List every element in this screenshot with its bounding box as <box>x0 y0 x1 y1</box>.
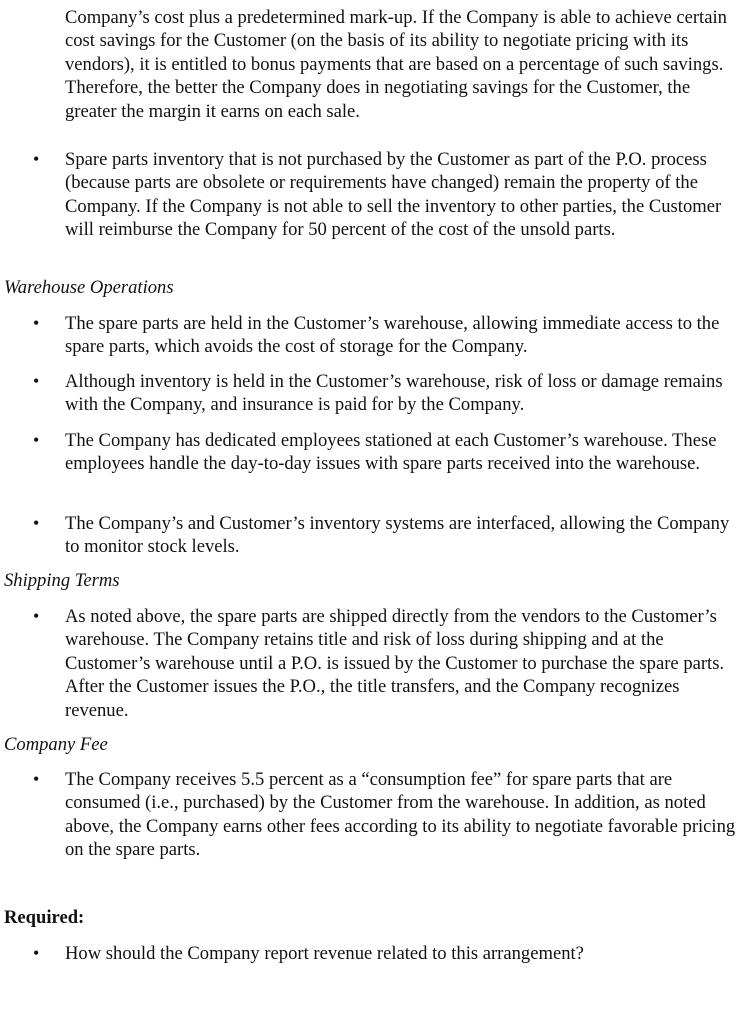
bullet-marker: • <box>33 943 40 963</box>
list-item-text: The spare parts are held in the Customer’s warehouse, allowing immediate access to the spare parts, which avoids the cost of storage for the Company. <box>65 313 720 358</box>
list-item-text: The Company’s and Customer’s inventory systems are interfaced, allowing the Company to monitor stock levels. <box>65 513 730 558</box>
bullet-marker: • <box>33 149 40 169</box>
bullet-marker: • <box>33 606 40 626</box>
list-item-text: As noted above, the spare parts are shipped directly from the vendors to the Customer’s warehouse. The Company retains title and risk of loss during shipping and at the Customer’s warehouse until a P.O. is issued by the Customer to purchase the spare parts. After the Customer issues the P.O., the title transfers, and the Company recognizes revenue. <box>65 606 725 721</box>
list-item-text: The Company has dedicated employees stationed at each Customer’s warehouse. These employees handle the day-to-day issues with spare parts received into the warehouse. <box>65 430 717 475</box>
bullet-marker: • <box>33 430 40 450</box>
bullet-marker: • <box>33 371 40 391</box>
list-item-text: Although inventory is held in the Customer’s warehouse, risk of loss or damage remains with the Company, and insurance is paid for by the Company. <box>65 371 723 416</box>
section-heading-warehouse-operations: Warehouse Operations <box>4 277 174 298</box>
section-heading-company-fee: Company Fee <box>4 734 108 755</box>
section-heading-shipping-terms: Shipping Terms <box>4 570 120 591</box>
list-item-text: The Company receives 5.5 percent as a “consumption fee” for spare parts that are consumed (i.e., purchased) by the Customer from the warehouse. In addition, as noted above, the Company earns other fees according to its ability to negotiate favorable pricing on the spare parts. <box>65 769 736 861</box>
required-label: Required: <box>4 907 85 928</box>
required-question: How should the Company report revenue related to this arrangement? <box>65 943 584 964</box>
list-item-text: Spare parts inventory that is not purchased by the Customer as part of the P.O. process (because parts are obsolete or requirements have changed) remain the property of the Company. If the Company is not able to sell the inventory to other parties, the Customer will reimburse the Company for 50 percent of the cost of the unsold parts. <box>65 149 722 241</box>
bullet-marker: • <box>33 313 40 333</box>
intro-continuation-paragraph: Company’s cost plus a predetermined mark-up. If the Company is able to achieve certain cost savings for the Customer (on the basis of its ability to negotiate pricing with its vendors), it is entitled to bonus payments that are based on a percentage of such savings. Therefore, the better the Company does in negotiating savings for the Customer, the greater the margin it earns on each sale. <box>65 7 727 122</box>
bullet-marker: • <box>33 769 40 789</box>
bullet-marker: • <box>33 513 40 533</box>
